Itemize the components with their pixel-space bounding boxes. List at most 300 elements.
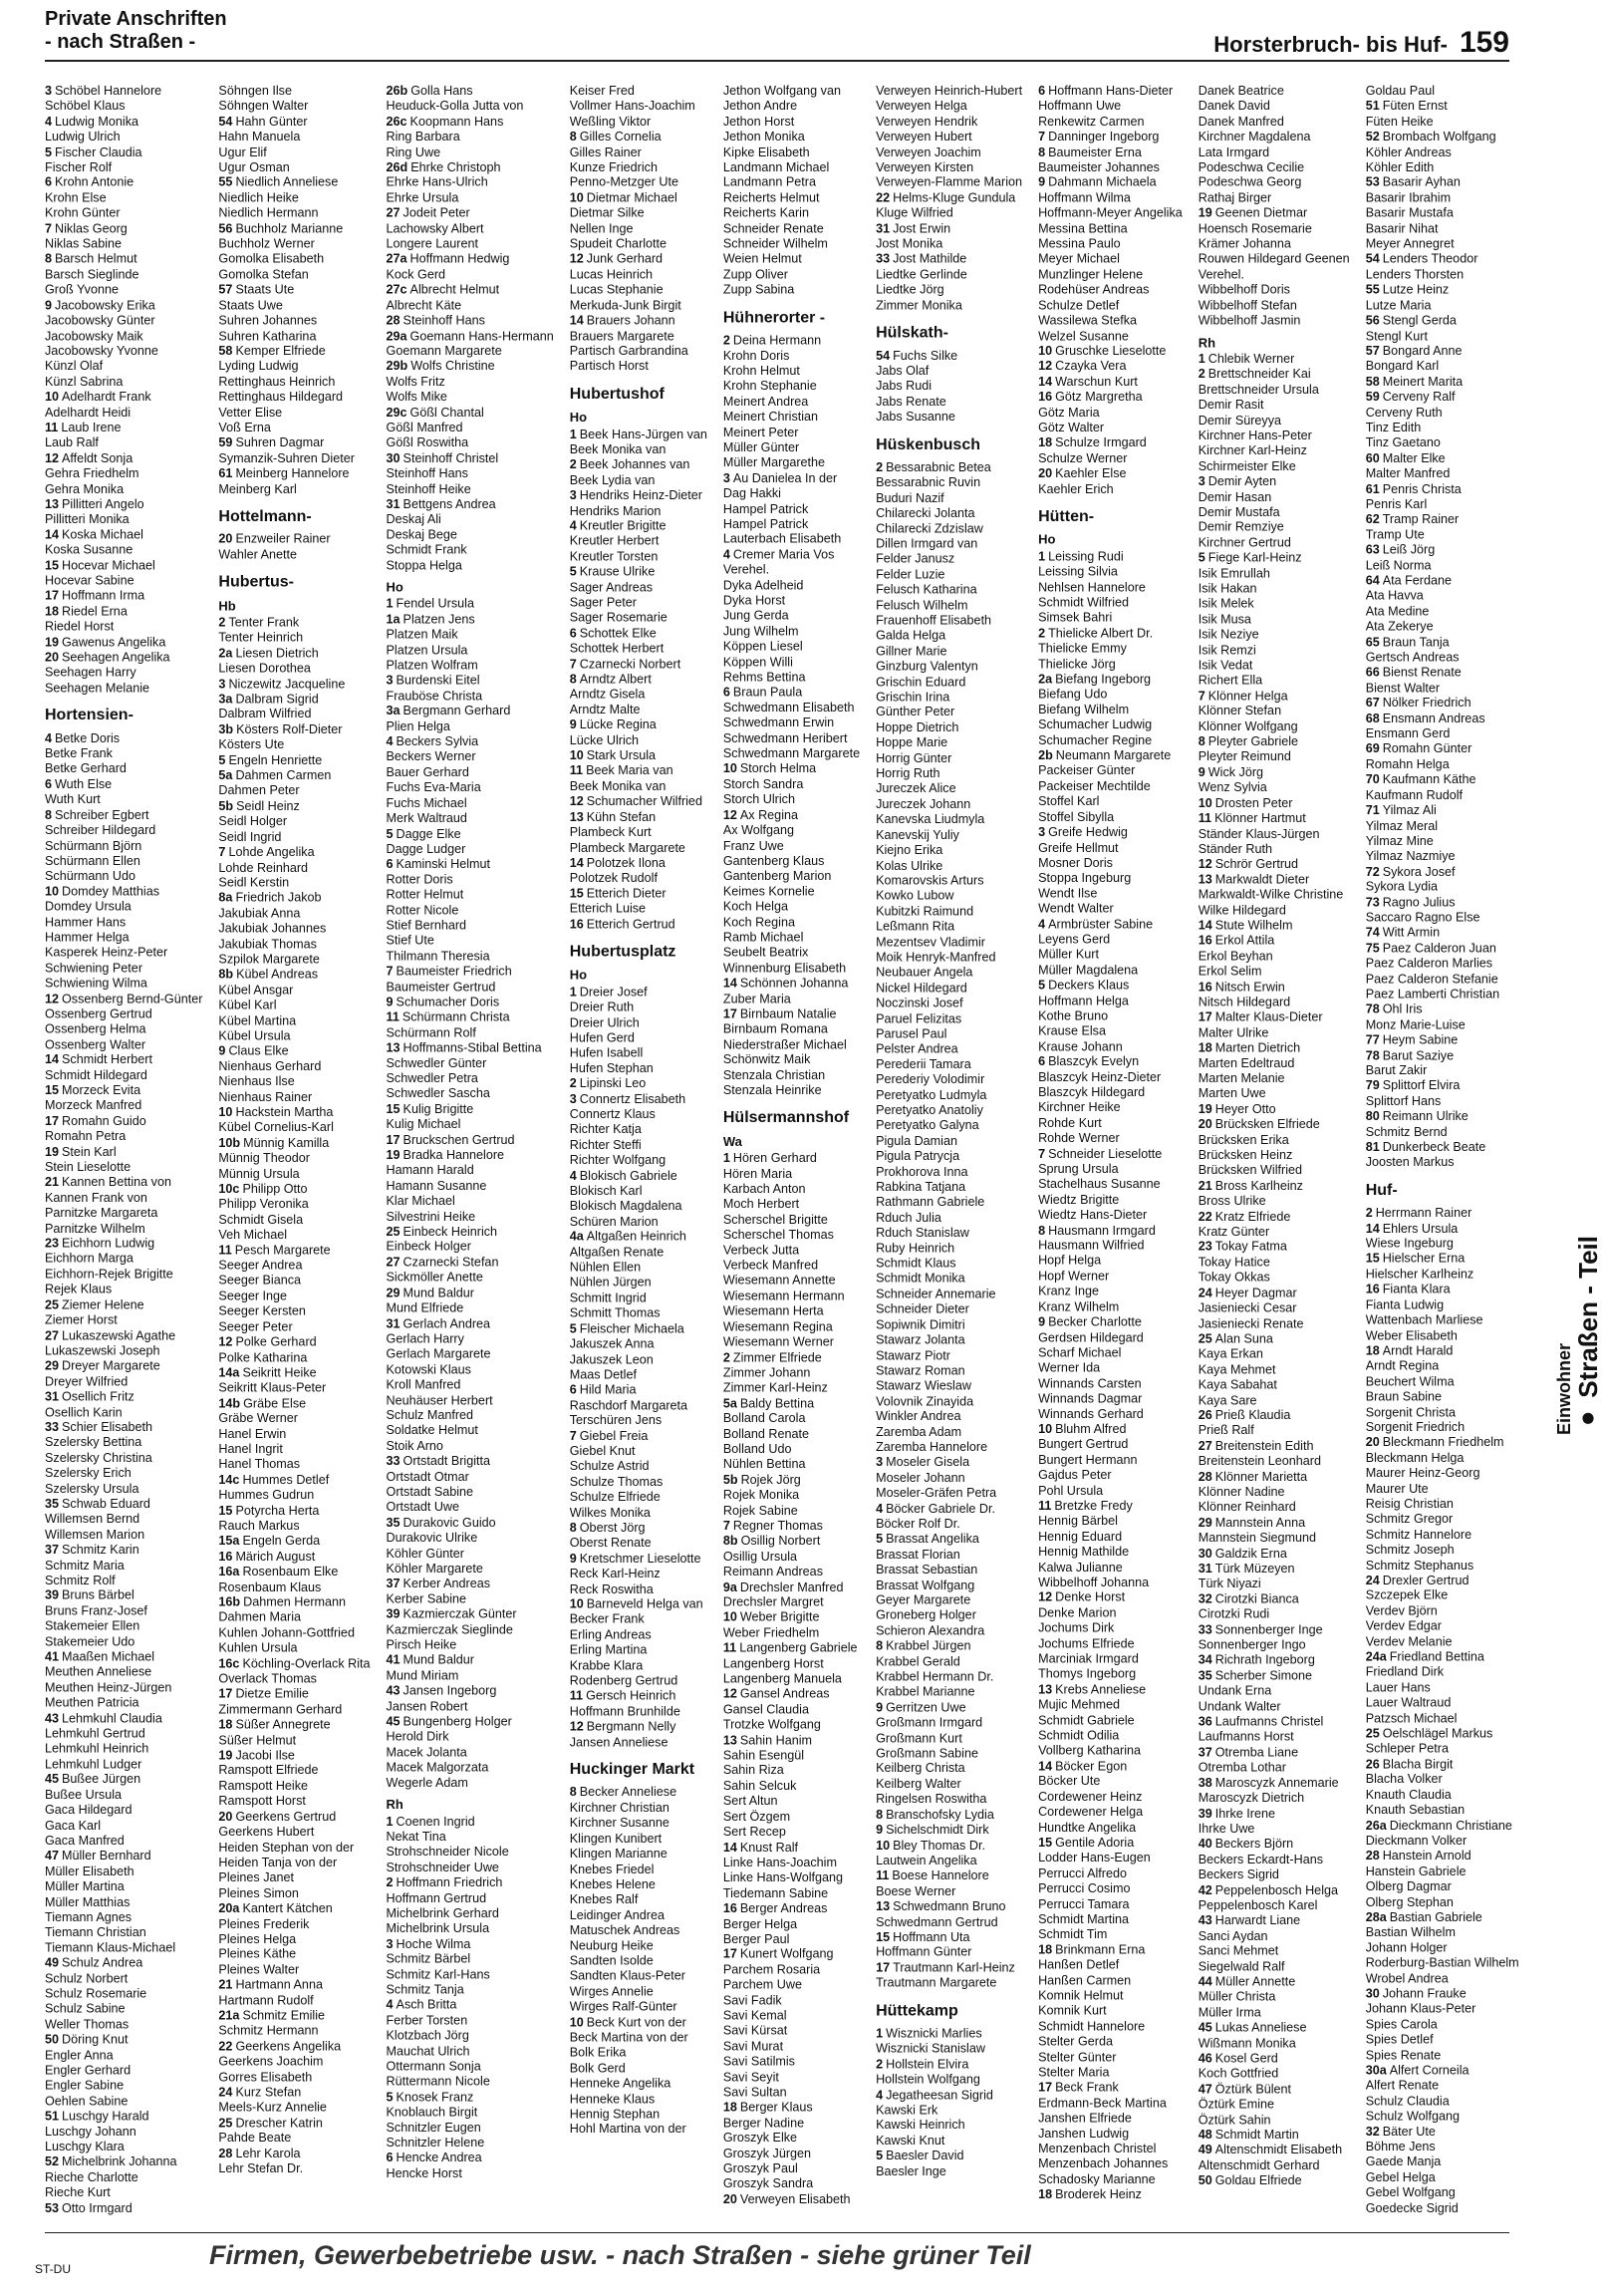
resident-entry: Hoffmann Uwe xyxy=(1038,99,1122,114)
resident-entry: Schulze Astrid xyxy=(569,1459,650,1474)
resident-entry: 10b Münnig Kamilla xyxy=(218,1135,330,1150)
resident-entry: Götz Walter xyxy=(1038,420,1105,434)
resident-entry: Stawarz Jolanta xyxy=(876,1332,965,1347)
resident-entry: 20 Verweyen Elisabeth xyxy=(722,2191,851,2206)
resident-entry: Schmidt Monika xyxy=(876,1272,965,1287)
resident-entry: 6 Schottek Elke xyxy=(569,626,657,641)
resident-entry: Trotzke Wolfgang xyxy=(722,1717,821,1732)
resident-entry: Jasieniecki Cesar xyxy=(1198,1300,1297,1315)
resident-entry: Vollmer Hans-Joachim xyxy=(569,99,695,114)
resident-entry: Parusel Paul xyxy=(876,1026,947,1041)
resident-entry: Bruns Franz-Josef xyxy=(45,1603,147,1618)
resident-entry: Schulze Werner xyxy=(1038,450,1128,465)
resident-entry: 3b Kösters Rolf-Dieter xyxy=(218,722,343,737)
resident-entry: Perederii Tamara xyxy=(876,1057,971,1072)
resident-entry: Sanci Mehmet xyxy=(1198,1943,1279,1958)
resident-entry: 1 Chlebik Werner xyxy=(1198,352,1295,367)
resident-entry: Kübel Cornelius-Karl xyxy=(218,1120,334,1135)
resident-entry: 26 Prieß Klaudia xyxy=(1198,1408,1291,1423)
resident-entry: Sert Altun xyxy=(722,1794,778,1809)
resident-entry: Hoffmann Helga xyxy=(1038,994,1129,1007)
resident-entry: Ring Barbara xyxy=(386,130,460,144)
resident-entry: 69 Romahn Günter xyxy=(1365,741,1472,756)
resident-entry: 13 Kühn Stefan xyxy=(569,809,657,824)
resident-entry: Reicherts Karin xyxy=(722,205,809,220)
resident-entry: Verehel. xyxy=(1198,267,1244,282)
resident-entry: Rabkina Tatjana xyxy=(876,1179,966,1194)
resident-entry: 52 Brombach Wolfgang xyxy=(1365,130,1496,144)
resident-entry: Pelster Andrea xyxy=(876,1041,958,1056)
resident-entry: 5 Engeln Henriette xyxy=(218,752,323,767)
resident-entry: Demir Remziye xyxy=(1198,520,1284,535)
resident-entry: 8 Oberst Jörg xyxy=(569,1520,646,1535)
resident-entry: Grischin Irina xyxy=(876,690,950,705)
resident-entry: Thomys Ingeborg xyxy=(1038,1666,1137,1681)
resident-entry: Schulz Manfred xyxy=(386,1408,474,1423)
resident-entry: Seehagen Melanie xyxy=(45,681,150,696)
resident-entry: 1 Wisznicki Marlies xyxy=(876,2026,982,2041)
resident-entry: 29a Goemann Hans-Hermann xyxy=(386,328,554,343)
resident-entry: Eichhorn-Rejek Brigitte xyxy=(45,1267,173,1282)
resident-entry: Sprung Ursula xyxy=(1038,1161,1119,1176)
resident-entry: Lyding Ludwig xyxy=(218,359,299,374)
resident-entry: 6 Hild Maria xyxy=(569,1382,637,1397)
resident-entry: Hufen Gerd xyxy=(569,1030,635,1045)
resident-entry: 10c Philipp Otto xyxy=(218,1181,308,1196)
resident-entry: Schnitzler Eugen xyxy=(386,2120,481,2135)
resident-entry: Prieß Ralf xyxy=(1198,1423,1254,1438)
resident-entry: Schmidt Gabriele xyxy=(1038,1713,1135,1728)
resident-entry: Felder Luzie xyxy=(876,567,945,582)
resident-entry: Wuth Kurt xyxy=(45,792,101,807)
resident-entry: Rieche Kurt xyxy=(45,2185,111,2200)
resident-entry: 12 Schumacher Wilfried xyxy=(569,794,702,809)
resident-entry: 72 Sykora Josef xyxy=(1365,864,1456,879)
resident-entry: 46 Kosel Gerd xyxy=(1198,2051,1278,2066)
resident-entry: Spies Detlef xyxy=(1365,2032,1434,2047)
resident-entry: Schwedmann Margarete xyxy=(722,746,861,761)
resident-entry: Hoffmann Gertrud xyxy=(386,1890,487,1905)
resident-entry: Jureczek Johann xyxy=(876,796,971,811)
resident-entry: Tiemann Agnes xyxy=(45,1909,133,1924)
resident-entry: Dreyer Wilfried xyxy=(45,1374,129,1389)
resident-entry: 27 Breitenstein Edith xyxy=(1198,1438,1314,1453)
resident-entry: Gomolka Stefan xyxy=(218,267,309,282)
resident-entry: 10 Bluhm Alfred xyxy=(1038,1422,1127,1437)
resident-entry: 38 Maroscyzk Annemarie xyxy=(1198,1775,1339,1790)
resident-entry: Müller Margarethe xyxy=(722,455,826,470)
resident-entry: Geyer Margarete xyxy=(876,1592,971,1607)
resident-entry: Bleckmann Helga xyxy=(1365,1450,1465,1465)
resident-entry: Söhngen Ilse xyxy=(218,84,292,98)
resident-entry: Renkewitz Carmen xyxy=(1038,114,1145,129)
resident-entry: Schulze Elfriede xyxy=(569,1490,661,1505)
resident-entry: Wiedtz Hans-Dieter xyxy=(1038,1208,1148,1223)
street-heading: Hütten- xyxy=(1038,507,1095,525)
resident-entry: Stakemeier Ellen xyxy=(45,1618,140,1633)
resident-entry: 5a Baldy Bettina xyxy=(722,1396,815,1410)
resident-entry: Buduri Nazif xyxy=(876,490,944,505)
resident-entry: Hören Maria xyxy=(722,1166,793,1181)
district-code: Ho xyxy=(569,410,588,426)
resident-entry: Goldau Paul xyxy=(1365,84,1436,98)
resident-entry: 4 Blokisch Gabriele xyxy=(569,1168,677,1183)
resident-entry: 4 Asch Britta xyxy=(386,1997,457,2012)
resident-entry: Wilke Hildegard xyxy=(1198,903,1286,918)
resident-entry: 11 Beek Maria van xyxy=(569,763,673,778)
resident-entry: 30 Steinhoff Christel xyxy=(386,450,499,465)
resident-entry: 25 Drescher Katrin xyxy=(218,2116,323,2131)
resident-entry: 18 Riedel Erna xyxy=(45,604,128,619)
resident-entry: Erdmann-Beck Martina xyxy=(1038,2096,1167,2111)
resident-entry: Hampel Patrick xyxy=(722,501,809,516)
resident-entry: Linke Hans-Wolfgang xyxy=(722,1870,844,1885)
resident-entry: Kirchner Susanne xyxy=(569,1816,669,1831)
resident-entry: Danek Manfred xyxy=(1198,114,1284,129)
resident-entry: Groneberg Holger xyxy=(876,1608,976,1623)
resident-entry: Zimmer Johann xyxy=(722,1365,811,1380)
resident-entry: Schulz Norbert xyxy=(45,1971,129,1986)
resident-entry: Wendt Walter xyxy=(1038,901,1114,916)
resident-entry: Lauer Hans xyxy=(1365,1680,1431,1695)
resident-entry: Seubelt Beatrix xyxy=(722,945,809,960)
resident-entry: Munzlinger Helene xyxy=(1038,267,1144,282)
resident-entry: 67 Nölker Friedrich xyxy=(1365,696,1471,711)
resident-entry: Keimes Kornelie xyxy=(722,884,815,899)
resident-entry: Dreier Ruth xyxy=(569,1000,635,1014)
resident-entry: Sert Recep xyxy=(722,1825,786,1840)
resident-entry: Stawarz Piotr xyxy=(876,1347,950,1362)
resident-entry: Seeger Andrea xyxy=(218,1258,303,1273)
resident-entry: Arndt Regina xyxy=(1365,1358,1440,1373)
resident-entry: Plambeck Margarete xyxy=(569,840,685,855)
resident-entry: 20 Kaehler Else xyxy=(1038,466,1127,481)
resident-entry: Jasieniecki Renate xyxy=(1198,1316,1304,1330)
resident-entry: Hoppe Dietrich xyxy=(876,720,959,735)
resident-entry: Gehra Monika xyxy=(45,481,125,496)
resident-entry: Schwiening Peter xyxy=(45,961,143,976)
resident-entry: 16c Köchling-Overlack Rita xyxy=(218,1656,371,1671)
resident-entry: 43 Harwardt Liane xyxy=(1198,1913,1301,1928)
resident-entry: 16 Etterich Gertrud xyxy=(569,917,675,932)
resident-entry: 5 Fiege Karl-Heinz xyxy=(1198,550,1302,565)
resident-entry: Seeger Kersten xyxy=(218,1303,306,1318)
resident-entry: Böcker Rolf Dr. xyxy=(876,1516,960,1531)
resident-entry: Rodenberg Gertrud xyxy=(569,1673,678,1688)
resident-entry: Kaufmann Rudolf xyxy=(1365,787,1464,802)
resident-entry: Messina Bettina xyxy=(1038,221,1128,236)
resident-entry: Tinz Edith xyxy=(1365,420,1422,434)
resident-entry: Rejek Klaus xyxy=(45,1282,113,1296)
resident-entry: Fischer Rolf xyxy=(45,159,113,174)
resident-entry: Schmitz Bärbel xyxy=(386,1951,471,1966)
resident-entry: Paez Lamberti Christian xyxy=(1365,987,1500,1002)
resident-entry: Keilberg Walter xyxy=(876,1777,961,1792)
directory-column xyxy=(1038,84,1183,2216)
resident-entry: Rduch Stanislaw xyxy=(876,1226,969,1240)
resident-entry: Wattenbach Marliese xyxy=(1365,1312,1483,1327)
resident-entry: 41 Mund Baldur xyxy=(386,1653,474,1667)
resident-entry: Schnitzler Helene xyxy=(386,2136,485,2151)
resident-entry: Splittorf Hans xyxy=(1365,1093,1442,1108)
resident-entry: Zaremba Hannelore xyxy=(876,1440,988,1455)
resident-entry: Neuhäuser Herbert xyxy=(386,1392,493,1407)
resident-entry: Mujic Mehmed xyxy=(1038,1697,1120,1712)
resident-entry: Klönner Stefan xyxy=(1198,704,1282,718)
resident-entry: Zuber Maria xyxy=(722,992,791,1005)
resident-entry: Platzen Maik xyxy=(386,627,458,642)
resident-entry: Günther Peter xyxy=(876,705,955,719)
resident-entry: Johann Klaus-Peter xyxy=(1365,2001,1476,2016)
resident-entry: Karbach Anton xyxy=(722,1181,806,1196)
resident-entry: Leidinger Andrea xyxy=(569,1907,665,1922)
resident-entry: Ensmann Gerd xyxy=(1365,726,1451,741)
resident-entry: Menzenbach Johannes xyxy=(1038,2156,1169,2171)
resident-entry: Steinhoff Hans xyxy=(386,466,468,481)
resident-entry: 17 Kunert Wolfgang xyxy=(722,1947,834,1962)
resident-entry: Seidl Kerstin xyxy=(218,875,290,890)
resident-entry: Oehlen Sabine xyxy=(45,2094,129,2109)
resident-entry: 21 Bross Karlheinz xyxy=(1198,1178,1303,1193)
resident-entry: Dieckmann Volker xyxy=(1365,1833,1468,1848)
resident-entry: 42 Peppelenbosch Helga xyxy=(1198,1882,1338,1897)
resident-entry: Knebes Friedel xyxy=(569,1862,655,1876)
resident-entry: Kranz Inge xyxy=(1038,1284,1099,1298)
resident-entry: Stenzala Christian xyxy=(722,1067,826,1082)
resident-entry: Kanevska Liudmyla xyxy=(876,812,985,827)
resident-entry: Sykora Lydia xyxy=(1365,879,1439,894)
resident-entry: Lauer Waltraud xyxy=(1365,1695,1452,1710)
resident-entry: 4 Betke Doris xyxy=(45,730,121,745)
resident-entry: Marten Edeltraud xyxy=(1198,1055,1295,1070)
resident-entry: 11 Bretzke Fredy xyxy=(1038,1498,1133,1513)
resident-entry: Bastian Wilhelm xyxy=(1365,1925,1456,1940)
resident-entry: Kaya Erkan xyxy=(1198,1346,1263,1361)
resident-entry: Schneider Dieter xyxy=(876,1301,969,1316)
resident-entry: 35 Scherber Simone xyxy=(1198,1668,1313,1683)
side-label-line2: ● Straßen - Teil xyxy=(1573,1236,1603,1435)
resident-entry: 70 Kaufmann Käthe xyxy=(1365,772,1476,787)
resident-entry: 10 Hackstein Martha xyxy=(218,1105,334,1120)
resident-entry: Stief Bernhard xyxy=(386,918,467,933)
resident-entry: 58 Meinert Marita xyxy=(1365,374,1464,389)
resident-entry: Dillen Irmgard van xyxy=(876,536,978,551)
resident-entry: Szczepek Elke xyxy=(1365,1588,1449,1603)
resident-entry: Malter Ulrike xyxy=(1198,1025,1269,1040)
resident-entry: Bessarabnic Ruvin xyxy=(876,475,981,490)
resident-entry: Hoensch Rosemarie xyxy=(1198,221,1312,236)
resident-entry: 31 Türk Müzeyen xyxy=(1198,1561,1295,1576)
resident-entry: 19 Geenen Dietmar xyxy=(1198,205,1308,220)
resident-entry: Demir Hasan xyxy=(1198,489,1272,504)
resident-entry: Macek Malgorzata xyxy=(386,1760,489,1775)
resident-entry: Rathaj Birger xyxy=(1198,190,1272,205)
resident-entry: Kirchner Gertrud xyxy=(1198,535,1291,550)
resident-entry: Hampel Patrick xyxy=(722,516,809,531)
resident-entry: Böcker Ute xyxy=(1038,1774,1101,1789)
resident-entry: 2b Neumann Margarete xyxy=(1038,748,1172,763)
resident-entry: Jacobowsky Günter xyxy=(45,313,155,328)
resident-entry: Luschgy Klara xyxy=(45,2140,125,2154)
resident-entry: Savi Kemal xyxy=(722,2008,787,2023)
resident-entry: Gillner Marie xyxy=(876,644,947,659)
resident-entry: 8 Barsch Helmut xyxy=(45,251,137,266)
resident-entry: Jethon Wolfgang van xyxy=(722,84,841,98)
resident-entry: Dag Hakki xyxy=(722,486,781,500)
resident-entry: 14 Polotzek Ilona xyxy=(569,855,666,870)
resident-entry: 2 Hoffmann Friedrich xyxy=(386,1875,503,1890)
resident-entry: Boese Werner xyxy=(876,1883,956,1898)
resident-entry: Jacobowsky Yvonne xyxy=(45,344,158,359)
resident-entry: 27 Jodeit Peter xyxy=(386,205,470,220)
resident-entry: Hoffmann Wilma xyxy=(1038,190,1131,205)
resident-entry: Beck Martina von der xyxy=(569,2030,688,2045)
resident-entry: Nienhaus Rainer xyxy=(218,1089,313,1104)
resident-entry: Schieron Alexandra xyxy=(876,1623,985,1638)
resident-entry: Basarir Nihat xyxy=(1365,221,1439,236)
resident-entry: Durakovic Ulrike xyxy=(386,1531,478,1546)
resident-entry: Henneke Angelika xyxy=(569,2076,671,2091)
resident-entry: 39 Bruns Bärbel xyxy=(45,1588,134,1603)
resident-entry: 7 Baumeister Friedrich xyxy=(386,964,512,979)
resident-entry: Ossenberg Helma xyxy=(45,1021,146,1036)
resident-entry: Schmidt Gisela xyxy=(218,1212,304,1227)
resident-entry: 56 Buchholz Marianne xyxy=(218,221,344,236)
resident-entry: Ossenberg Gertrud xyxy=(45,1006,152,1021)
resident-entry: Felder Janusz xyxy=(876,552,955,567)
resident-entry: Yilmaz Nazmiye xyxy=(1365,849,1456,864)
resident-entry: Süßer Helmut xyxy=(218,1733,297,1747)
resident-entry: Seeger Bianca xyxy=(218,1274,302,1289)
footer-note: Firmen, Gewerbebetriebe usw. - nach Straßen - siehe grüner Teil xyxy=(209,2240,1031,2270)
resident-entry: Kirchner Magdalena xyxy=(1198,130,1311,144)
resident-entry: Koch Regina xyxy=(722,915,795,930)
resident-entry: Stoffel Sibylla xyxy=(1038,809,1115,824)
resident-entry: 18 Brinkmann Erna xyxy=(1038,1942,1146,1957)
resident-entry: Hufen Isabell xyxy=(569,1045,644,1060)
resident-entry: Greife Hellmut xyxy=(1038,840,1119,855)
resident-entry: Meinert Andrea xyxy=(722,394,809,409)
resident-entry: 10 Storch Helma xyxy=(722,761,817,776)
resident-entry: Verweyen Joachim xyxy=(876,144,981,159)
resident-entry: Blaszcyk Hildegard xyxy=(1038,1085,1146,1100)
resident-entry: Polotzek Rudolf xyxy=(569,871,658,886)
resident-entry: 43 Lehmkuhl Claudia xyxy=(45,1711,162,1726)
resident-entry: Wibbelhoff Jasmin xyxy=(1198,313,1301,328)
resident-entry: Ata Zekerye xyxy=(1365,619,1434,634)
resident-entry: Lucas Heinrich xyxy=(569,267,654,282)
resident-entry: Wiesemann Herta xyxy=(722,1303,824,1318)
resident-entry: 43 Jansen Ingeborg xyxy=(386,1683,497,1698)
resident-entry: Thielicke Jörg xyxy=(1038,657,1116,671)
resident-entry: 9 Becker Charlotte xyxy=(1038,1314,1142,1329)
resident-entry: Krohn Stephanie xyxy=(722,379,817,394)
resident-entry: 15 Gentile Adoria xyxy=(1038,1835,1135,1850)
resident-entry: Schwedmann Elisabeth xyxy=(722,701,855,716)
resident-entry: Leissing Silvia xyxy=(1038,564,1118,579)
resident-entry: Landmann Michael xyxy=(722,159,830,174)
resident-entry: 26a Dieckmann Christiane xyxy=(1365,1818,1512,1833)
resident-entry: Malter Manfred xyxy=(1365,466,1451,481)
resident-entry: Hocevar Sabine xyxy=(45,573,134,588)
resident-entry: Herold Dirk xyxy=(386,1729,449,1744)
resident-entry: Jacobowsky Maik xyxy=(45,328,143,343)
resident-entry: 8 Branschofsky Lydia xyxy=(876,1807,994,1822)
resident-entry: Altgaßen Renate xyxy=(569,1245,665,1260)
resident-entry: 12 Czayka Vera xyxy=(1038,359,1127,374)
resident-entry: Plambeck Kurt xyxy=(569,825,652,839)
resident-entry: 9 Schumacher Doris xyxy=(386,995,500,1009)
resident-entry: Gansel Claudia xyxy=(722,1702,809,1717)
resident-entry: Sorgenit Christa xyxy=(1365,1404,1456,1419)
resident-entry: Sahin Esengül xyxy=(722,1748,805,1763)
resident-entry: 15 Etterich Dieter xyxy=(569,886,667,901)
resident-entry: Cordewener Helga xyxy=(1038,1805,1144,1820)
resident-entry: 51 Füten Ernst xyxy=(1365,99,1448,114)
resident-entry: Leiß Norma xyxy=(1365,558,1432,573)
resident-entry: Jakubiak Thomas xyxy=(218,937,317,952)
resident-entry: Mosner Doris xyxy=(1038,855,1113,870)
resident-entry: 28 Klönner Marietta xyxy=(1198,1469,1308,1484)
resident-entry: Kratz Günter xyxy=(1198,1224,1270,1239)
resident-entry: 24 Kurz Stefan xyxy=(218,2085,302,2100)
resident-entry: 51 Luschgy Harald xyxy=(45,2109,149,2124)
resident-entry: Goedecke Sigrid xyxy=(1365,2200,1459,2215)
resident-entry: Isik Hakan xyxy=(1198,581,1257,596)
resident-entry: Cordewener Heinz xyxy=(1038,1789,1143,1804)
resident-entry: Jansen Anneliese xyxy=(569,1735,668,1749)
resident-entry: Chilarecki Jolanta xyxy=(876,505,975,520)
resident-entry: Welzel Susanne xyxy=(1038,328,1129,343)
resident-entry: 11 Boese Hannelore xyxy=(876,1868,989,1883)
directory-column xyxy=(45,84,202,2216)
resident-entry: 15 Hielscher Erna xyxy=(1365,1252,1466,1267)
resident-entry: Deskaj Ali xyxy=(386,512,441,527)
resident-entry: Maas Detlef xyxy=(569,1367,637,1382)
resident-entry: Schmidt Frank xyxy=(386,542,467,557)
resident-entry: Reck Karl-Heinz xyxy=(569,1567,661,1580)
resident-entry: 14b Gräbe Else xyxy=(218,1396,307,1410)
resident-entry: Felusch Katharina xyxy=(876,582,977,597)
resident-entry: Ständer Ruth xyxy=(1198,841,1272,856)
resident-entry: 12 Ax Regina xyxy=(722,807,798,822)
district-code: Ho xyxy=(386,579,403,595)
resident-entry: 6 Krohn Antonie xyxy=(45,175,134,190)
resident-entry: Peppelenbosch Karel xyxy=(1198,1897,1318,1912)
resident-entry: Strohschneider Nicole xyxy=(386,1845,509,1860)
resident-entry: Markwaldt-Wilke Christine xyxy=(1198,887,1344,902)
resident-entry: 32 Bäter Ute xyxy=(1365,2124,1436,2139)
resident-entry: 5b Rojek Jörg xyxy=(722,1472,801,1487)
resident-entry: Pleines Walter xyxy=(218,1962,300,1977)
resident-entry: Ax Wolfgang xyxy=(722,823,795,837)
resident-entry: Schmidt Tim xyxy=(1038,1927,1108,1942)
resident-entry: Engler Anna xyxy=(45,2048,114,2063)
resident-entry: Münnig Theodor xyxy=(218,1151,310,1166)
resident-entry: 28 Steinhoff Hans xyxy=(386,313,485,328)
resident-entry: Kulig Michael xyxy=(386,1117,461,1132)
resident-entry: Ginzburg Valentyn xyxy=(876,659,978,674)
resident-entry: Knoblauch Birgit xyxy=(386,2105,478,2120)
resident-entry: Schönwitz Maik xyxy=(722,1052,811,1067)
resident-entry: Pleines Käthe xyxy=(218,1947,297,1962)
resident-entry: Sonnenberger Ingo xyxy=(1198,1637,1306,1652)
resident-entry: 17 Malter Klaus-Dieter xyxy=(1198,1009,1323,1024)
resident-entry: 27 Czarnecki Stefan xyxy=(386,1255,499,1270)
resident-entry: 24 Heyer Dagmar xyxy=(1198,1286,1297,1300)
resident-entry: 11 Langenberg Gabriele xyxy=(722,1640,858,1655)
resident-entry: 45 Bußee Jürgen xyxy=(45,1772,141,1787)
